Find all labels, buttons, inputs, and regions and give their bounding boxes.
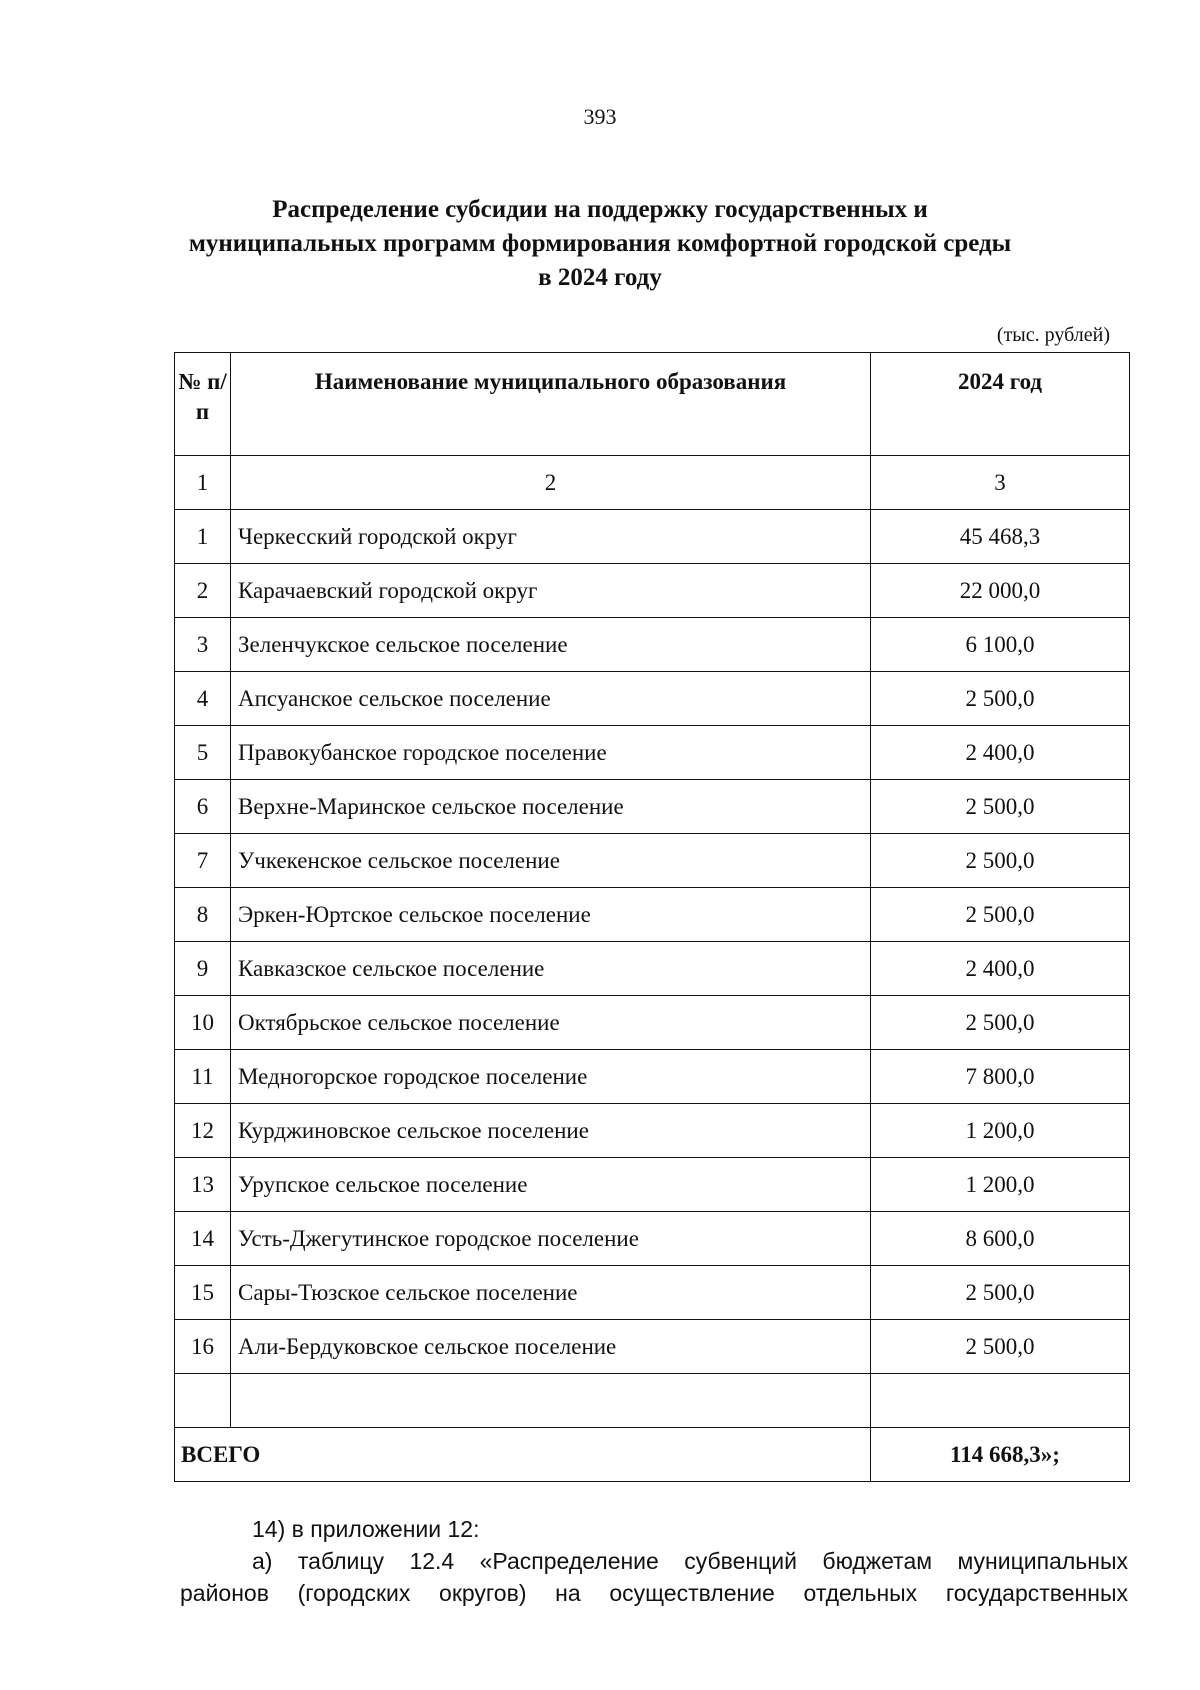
row-municipality: Усть-Джегутинское городское поселение xyxy=(231,1212,871,1266)
row-municipality: Апсуанское сельское поселение xyxy=(231,672,871,726)
column-index-row xyxy=(175,456,1130,510)
table-row xyxy=(175,1158,1130,1212)
row-value: 2 500,0 xyxy=(871,1266,1130,1320)
total-value: 114 668,3»; xyxy=(871,1428,1130,1482)
row-municipality: Али-Бердуковское сельское поселение xyxy=(231,1320,871,1374)
row-number: 7 xyxy=(175,834,231,888)
row-value: 2 500,0 xyxy=(871,996,1130,1050)
column-index-cell: 2 xyxy=(231,456,871,510)
title-line-1: Распределение субсидии на поддержку государственных и xyxy=(272,196,928,223)
paragraph-continuation: районов (городских округов) на осуществление отдельных государственных xyxy=(180,1580,1128,1606)
header-number: № п/п xyxy=(175,353,231,456)
row-value: 2 400,0 xyxy=(871,942,1130,996)
row-municipality: Учкекенское сельское поселение xyxy=(231,834,871,888)
row-value: 1 200,0 xyxy=(871,1158,1130,1212)
table-row xyxy=(175,1266,1130,1320)
unit-note: (тыс. рублей) xyxy=(996,324,1110,346)
body-text xyxy=(180,1513,1128,1609)
table-row xyxy=(175,564,1130,618)
row-municipality: Урупское сельское поселение xyxy=(231,1158,871,1212)
table-row xyxy=(175,726,1130,780)
table-row xyxy=(175,672,1130,726)
row-number: 8 xyxy=(175,888,231,942)
row-value: 2 500,0 xyxy=(871,672,1130,726)
row-municipality: Верхне-Маринское сельское поселение xyxy=(231,780,871,834)
row-value: 7 800,0 xyxy=(871,1050,1130,1104)
row-number: 1 xyxy=(175,510,231,564)
row-municipality: Кавказское сельское поселение xyxy=(231,942,871,996)
row-value: 2 400,0 xyxy=(871,726,1130,780)
row-number: 3 xyxy=(175,618,231,672)
table-row xyxy=(175,888,1130,942)
paragraph-item-14: 14) в приложении 12: xyxy=(252,1516,480,1542)
row-municipality: Карачаевский городской округ xyxy=(231,564,871,618)
row-value: 2 500,0 xyxy=(871,888,1130,942)
table-row xyxy=(175,1212,1130,1266)
empty-cell xyxy=(175,1374,231,1428)
row-number: 12 xyxy=(175,1104,231,1158)
row-number: 16 xyxy=(175,1320,231,1374)
row-value: 2 500,0 xyxy=(871,1320,1130,1374)
total-label: ВСЕГО xyxy=(175,1428,871,1482)
column-index-cell: 3 xyxy=(871,456,1130,510)
table-row xyxy=(175,510,1130,564)
table-row xyxy=(175,618,1130,672)
row-number: 5 xyxy=(175,726,231,780)
row-number: 11 xyxy=(175,1050,231,1104)
row-value: 22 000,0 xyxy=(871,564,1130,618)
column-index-cell: 1 xyxy=(175,456,231,510)
row-municipality: Черкесский городской округ xyxy=(231,510,871,564)
table-row xyxy=(175,1050,1130,1104)
row-value: 45 468,3 xyxy=(871,510,1130,564)
row-municipality: Курджиновское сельское поселение xyxy=(231,1104,871,1158)
row-number: 14 xyxy=(175,1212,231,1266)
row-number: 9 xyxy=(175,942,231,996)
empty-cell xyxy=(871,1374,1130,1428)
row-municipality: Эркен-Юртское сельское поселение xyxy=(231,888,871,942)
row-value: 2 500,0 xyxy=(871,780,1130,834)
row-number: 6 xyxy=(175,780,231,834)
table-header-row xyxy=(175,353,1130,456)
row-number: 13 xyxy=(175,1158,231,1212)
title-line-2: муниципальных программ формирования комфортной городской среды xyxy=(188,230,1012,257)
row-municipality: Октябрьское сельское поселение xyxy=(231,996,871,1050)
paragraph-item-a: а) таблицу 12.4 «Распределение субвенций бюджетам муниципальных xyxy=(252,1548,1128,1574)
table-row xyxy=(175,834,1130,888)
table-row xyxy=(175,942,1130,996)
page-number: 393 xyxy=(583,104,617,129)
row-number: 2 xyxy=(175,564,231,618)
title-line-3: в 2024 году xyxy=(538,264,662,291)
table-row xyxy=(175,1104,1130,1158)
row-number: 4 xyxy=(175,672,231,726)
subsidy-distribution-table xyxy=(174,352,1130,1482)
empty-cell xyxy=(231,1374,871,1428)
row-number: 10 xyxy=(175,996,231,1050)
row-number: 15 xyxy=(175,1266,231,1320)
row-municipality: Правокубанское городское поселение xyxy=(231,726,871,780)
row-municipality: Зеленчукское сельское поселение xyxy=(231,618,871,672)
table-row xyxy=(175,1320,1130,1374)
row-value: 8 600,0 xyxy=(871,1212,1130,1266)
header-municipality: Наименование муниципального образования xyxy=(231,353,871,456)
row-value: 2 500,0 xyxy=(871,834,1130,888)
table-row xyxy=(175,780,1130,834)
header-year: 2024 год xyxy=(871,353,1130,456)
table-row xyxy=(175,996,1130,1050)
document-title xyxy=(150,193,1050,295)
row-value: 6 100,0 xyxy=(871,618,1130,672)
row-value: 1 200,0 xyxy=(871,1104,1130,1158)
total-row xyxy=(175,1428,1130,1482)
row-municipality: Медногорское городское поселение xyxy=(231,1050,871,1104)
row-municipality: Сары-Тюзское сельское поселение xyxy=(231,1266,871,1320)
empty-row xyxy=(175,1374,1130,1428)
